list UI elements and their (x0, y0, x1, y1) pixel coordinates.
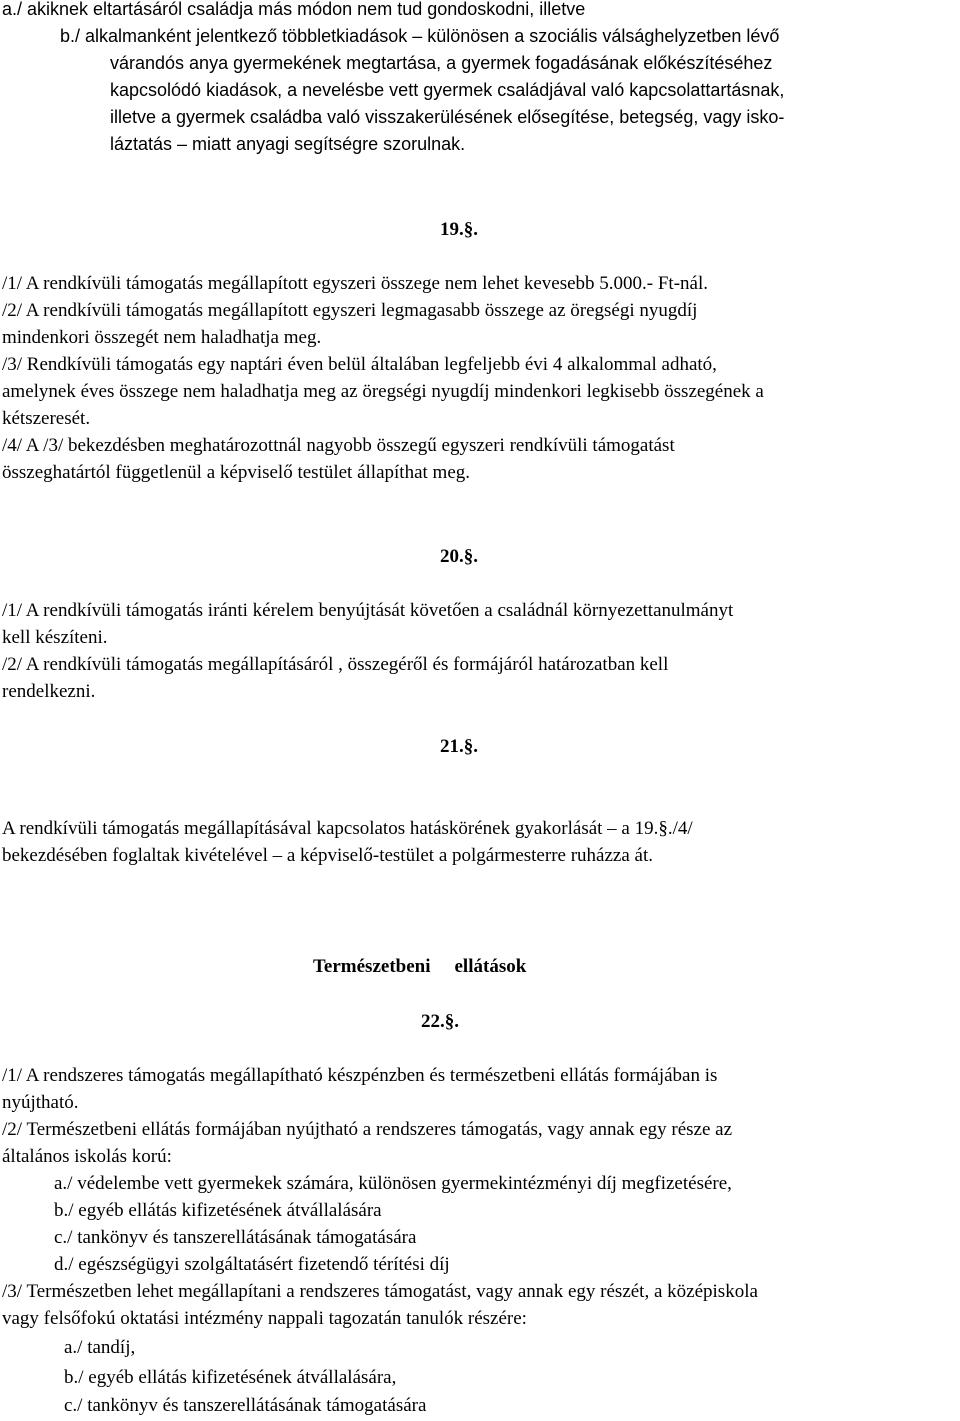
section-21-paragraph: A rendkívüli támogatás megállapításával kapcsolatos hatáskörének gyakorlását – a 19.§./4/ (2, 818, 693, 839)
section-20-paragraph-2: /2/ A rendkívüli támogatás megállapításáról , összegéről és formájáról határozatban kell (2, 654, 669, 675)
intro-item-b: b./ alkalmanként jelentkező többletkiadások – különösen a szociális válsághelyzetben lévő (60, 26, 780, 46)
intro-item-a: a./ akiknek eltartásáról családja más módon nem tud gondoskodni, illetve (2, 0, 586, 19)
section-20-paragraph-2-line: rendelkezni. (2, 681, 96, 702)
section-title (313, 953, 526, 981)
section-19-paragraph-3-line: amelynek éves összege nem haladhatja meg az öregségi nyugdíj mindenkori legkisebb összegének a (2, 381, 764, 402)
list-item: a./ védelembe vett gyermekek számára, különösen gyermekintézményi díj megfizetésére, (54, 1173, 732, 1194)
section-20-paragraph-1-line: kell készíteni. (2, 627, 108, 648)
section-22-paragraph-1-line: nyújtható. (2, 1092, 79, 1113)
section-20-paragraph-1: /1/ A rendkívüli támogatás iránti kérelem benyújtását követően a családnál környezettanulmányt (2, 600, 734, 621)
list-item: b./ egyéb ellátás kifizetésének átvállalására, (64, 1367, 397, 1388)
section-19-paragraph-4: /4/ A /3/ bekezdésben meghatározottnál nagyobb összegű egyszeri rendkívüli támogatást (2, 435, 675, 456)
section-19-paragraph-3-line: kétszeresét. (2, 408, 91, 429)
section-19-paragraph-2-line: mindenkori összegét nem haladhatja meg. (2, 327, 322, 348)
intro-item-b-line: illetve a gyermek családba való visszakerülésének elősegítése, betegség, vagy isko- (110, 107, 785, 127)
section-22-heading: 22.§. (421, 1011, 459, 1032)
section-19-paragraph-1: /1/ A rendkívüli támogatás megállapított egyszeri összege nem lehet kevesebb 5.000.- Ft-nál. (2, 273, 708, 294)
section-19-paragraph-2: /2/ A rendkívüli támogatás megállapított egyszeri legmagasabb összege az öregségi nyugdíj (2, 300, 698, 321)
section-22-paragraph-2: /2/ Természetbeni ellátás formájában nyújtható a rendszeres támogatás, vagy annak egy része az (2, 1119, 733, 1140)
list-item: d./ egészségügyi szolgáltatásért fizetendő térítési díj (54, 1254, 450, 1275)
intro-item-b-line: várandós anya gyermekének megtartása, a gyermek fogadásának előkészítéséhez (110, 53, 773, 73)
section-22-paragraph-2-line: általános iskolás korú: (2, 1146, 172, 1167)
intro-item-b-line: láztatás – miatt anyagi segítségre szorulnak. (110, 134, 466, 154)
section-22-paragraph-3-line: vagy felsőfokú oktatási intézmény nappali tagozatán tanulók részére: (2, 1308, 527, 1329)
section-19-paragraph-3: /3/ Rendkívüli támogatás egy naptári éven belül általában legfeljebb évi 4 alkalommal adható, (2, 354, 717, 375)
intro-item-b-line: kapcsolódó kiadások, a nevelésbe vett gyermek családjával való kapcsolattartásnak, (110, 80, 785, 100)
section-title-word: ellátások (454, 956, 527, 977)
section-21-heading: 21.§. (440, 736, 478, 757)
list-item: c./ tankönyv és tanszerellátásának támogatására (54, 1227, 417, 1248)
section-22-paragraph-1: /1/ A rendszeres támogatás megállapítható készpénzben és természetbeni ellátás formájában is (2, 1065, 718, 1086)
list-item: c./ tankönyv és tanszerellátásának támogatására (64, 1395, 427, 1416)
section-19-heading: 19.§. (440, 219, 478, 240)
list-item: a./ tandíj, (64, 1337, 136, 1358)
section-title-word: Természetbeni (313, 956, 431, 977)
section-22-paragraph-3: /3/ Természetben lehet megállapítani a rendszeres támogatást, vagy annak egy részét, a középiskola (2, 1281, 758, 1302)
section-21-paragraph-line: bekezdésében foglaltak kivételével – a képviselő-testület a polgármesterre ruházza át. (2, 845, 653, 866)
section-20-heading: 20.§. (440, 546, 478, 567)
list-item: b./ egyéb ellátás kifizetésének átvállalására (54, 1200, 382, 1221)
section-19-paragraph-4-line: összeghatártól függetlenül a képviselő testület állapíthat meg. (2, 462, 470, 483)
